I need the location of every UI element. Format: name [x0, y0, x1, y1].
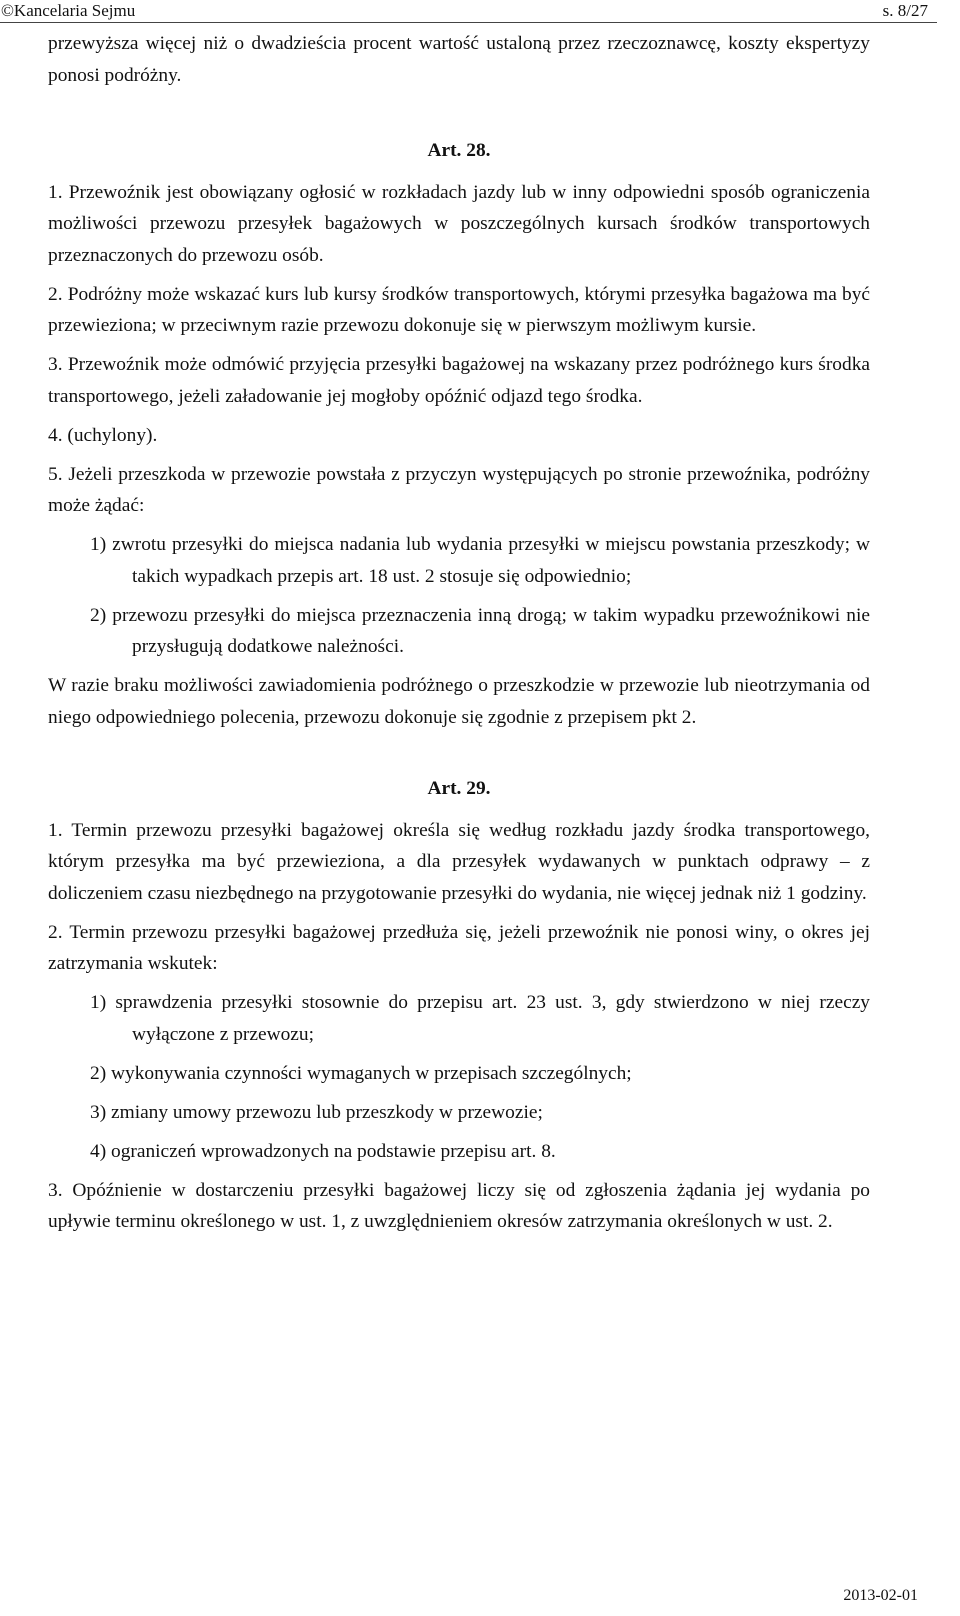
art29-para-1: 1. Termin przewozu przesyłki bagażowej określa się według rozkładu jazdy środka transportowego, którym przesyłka ma być przewieziona, a dla przesyłek wydawanych w punktach odprawy – z doliczeniem czasu niezbędnego na przygotowanie przesyłki do wydania, nie więcej jednak niż 1 godziny.: [48, 819, 870, 904]
continuation-paragraph: przewyższa więcej niż o dwadzieścia procent wartość ustaloną przez rzeczoznawcę, koszty ekspertyzy ponosi podróżny.: [48, 33, 870, 86]
art29-para-2: 2. Termin przewozu przesyłki bagażowej przedłuża się, jeżeli przewoźnik nie ponosi winy, o okres jej zatrzymania wskutek:: [48, 921, 870, 974]
article-28-heading: Art. 28.: [427, 140, 491, 161]
art29-para-2-item-2: 2) wykonywania czynności wymaganych w przepisach szczególnych;: [90, 1062, 632, 1084]
art28-para-5: 5. Jeżeli przeszkoda w przewozie powstała z przyczyn występujących po stronie przewoźnika, podróżny może żądać:: [48, 463, 870, 516]
document-body: [48, 28, 870, 1245]
art28-para-5-item-2: 2) przewozu przesyłki do miejsca przeznaczenia inną drogą; w takim wypadku przewoźnikowi nie przysługują dodatkowe należności.: [90, 604, 870, 657]
art29-para-3: 3. Opóźnienie w dostarczeniu przesyłki bagażowej liczy się od zgłoszenia żądania jej wydania po upływie terminu określonego w ust. 1, z uwzględnieniem okresów zatrzymania określonych w ust. 2.: [48, 1179, 870, 1232]
page-number: s. 8/27: [882, 1, 928, 20]
page-header: [0, 0, 960, 24]
art28-para-5-closing: W razie braku możliwości zawiadomienia podróżnego o przeszkodzie w przewozie lub nieotrzymania od niego odpowiedniego polecenia, przewozu dokonuje się zgodnie z przepisem pkt 2.: [48, 675, 870, 728]
art28-para-1: 1. Przewoźnik jest obowiązany ogłosić w rozkładach jazdy lub w inny odpowiedni sposób ograniczenia możliwości przewozu przesyłek bagażowych w poszczególnych kursach środków transportowych przeznaczonych do przewozu osób.: [48, 181, 870, 266]
art28-para-4: 4. (uchylony).: [48, 424, 158, 446]
art29-para-2-item-1: 1) sprawdzenia przesyłki stosownie do przepisu art. 23 ust. 3, gdy stwierdzono w niej rzeczy wyłączone z przewozu;: [90, 992, 870, 1045]
art29-para-2-item-4: 4) ograniczeń wprowadzonych na podstawie przepisu art. 8.: [90, 1140, 556, 1162]
publisher-label: ©Kancelaria Sejmu: [1, 1, 136, 20]
art28-para-5-item-1: 1) zwrotu przesyłki do miejsca nadania lub wydania przesyłki w miejscu powstania przeszkody; w takich wypadkach przepis art. 18 ust. 2 stosuje się odpowiednio;: [90, 534, 870, 587]
art28-para-3: 3. Przewoźnik może odmówić przyjęcia przesyłki bagażowej na wskazany przez podróżnego kurs środka transportowego, jeżeli załadowanie jej mogłoby opóźnić odjazd tego środka.: [48, 354, 870, 407]
art29-para-2-item-3: 3) zmiany umowy przewozu lub przeszkody w przewozie;: [90, 1101, 543, 1123]
document-date: 2013-02-01: [843, 1587, 918, 1604]
article-29-heading: Art. 29.: [427, 778, 491, 799]
art28-para-2: 2. Podróżny może wskazać kurs lub kursy środków transportowych, którymi przesyłka bagażowa ma być przewieziona; w przeciwnym razie przewozu dokonuje się w pierwszym możliwym kursie.: [48, 283, 870, 336]
header-divider: [0, 22, 937, 23]
